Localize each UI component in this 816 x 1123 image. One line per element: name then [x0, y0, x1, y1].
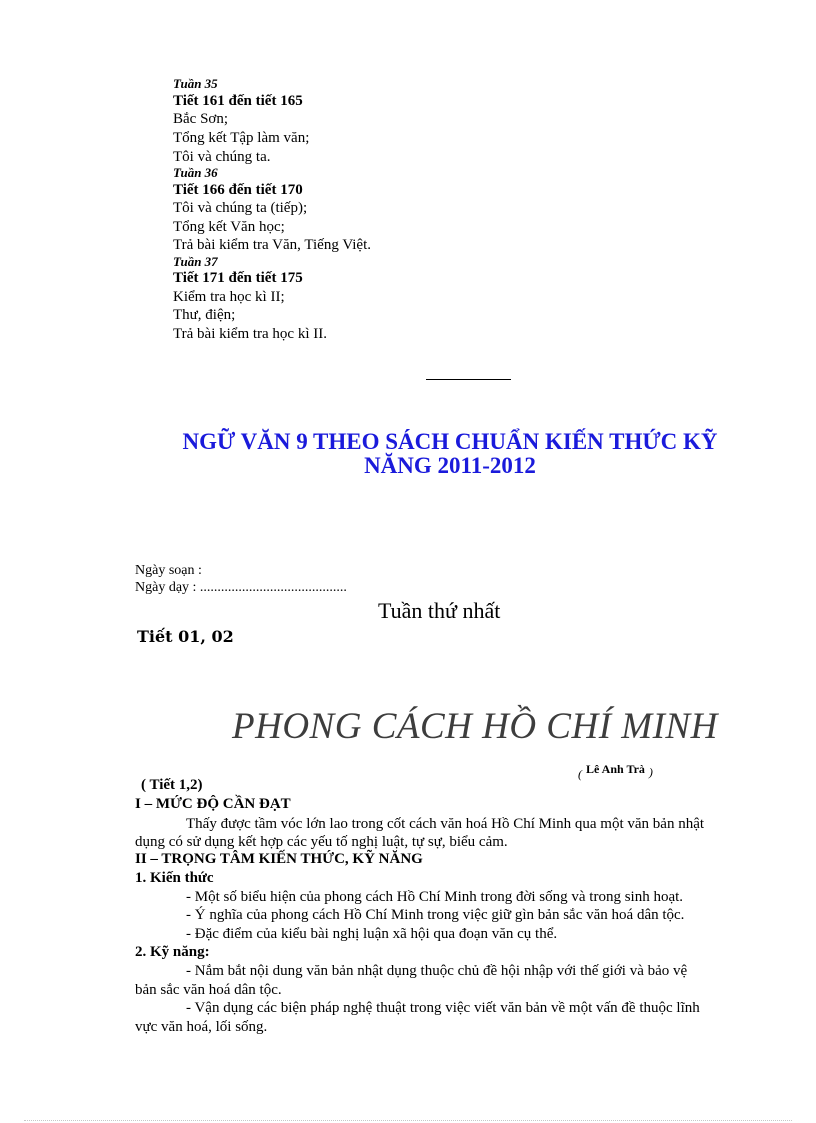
week-label: Tuần 37: [173, 254, 218, 269]
lesson-sub-heading: ( Tiết 1,2): [141, 777, 203, 793]
lesson-item: Trả bài kiểm tra học kì II.: [173, 326, 327, 342]
week-heading: Tuần thứ nhất: [378, 598, 501, 623]
document-title: [150, 430, 750, 478]
paragraph-line: bản sắc văn hoá dân tộc.: [135, 982, 282, 998]
section-divider: [426, 379, 511, 380]
paragraph-line: dụng có sử dụng kết hợp các yếu tố nghị luật, tự sự, biểu cảm.: [135, 834, 508, 850]
paragraph-line: vực văn hoá, lối sống.: [135, 1019, 268, 1035]
author-name: Lê Anh Trà: [586, 762, 645, 776]
teach-date: Ngày dạy : ..........................................: [135, 580, 347, 595]
lesson-item: Bắc Sơn;: [173, 111, 229, 127]
lesson-item: Trả bài kiểm tra Văn, Tiếng Việt.: [173, 237, 371, 253]
author-credit: [578, 760, 653, 781]
page-bottom-border: [24, 1120, 792, 1121]
paragraph-line: - Vận dụng các biện pháp nghệ thuật trong việc viết văn bản về một vấn đề thuộc lĩnh: [186, 1000, 700, 1016]
subsection-heading: 1. Kiến thức: [135, 870, 214, 886]
paragraph-line: - Nắm bắt nội dung văn bản nhật dụng thuộc chủ đề hội nhập với thế giới và bảo vệ: [186, 963, 688, 979]
title-line: NĂNG 2011-2012: [364, 453, 536, 478]
lesson-range: Tiết 161 đến tiết 165: [173, 93, 303, 109]
lesson-number-heading: Tiết 01, 02: [137, 627, 234, 646]
week-label: Tuần 35: [173, 76, 218, 91]
section-heading: II – TRỌNG TÂM KIẾN THỨC, KỸ NĂNG: [135, 851, 423, 867]
lesson-item: Tổng kết Tập làm văn;: [173, 130, 310, 146]
lesson-title: PHONG CÁCH HỒ CHÍ MINH: [232, 706, 718, 747]
lesson-range: Tiết 166 đến tiết 170: [173, 182, 303, 198]
paragraph-line: Thấy được tầm vóc lớn lao trong cốt cách văn hoá Hồ Chí Minh qua một văn bản nhật: [186, 816, 705, 832]
author-paren-open: (: [578, 767, 582, 781]
prep-date: Ngày soạn :: [135, 563, 202, 578]
author-paren-close: ): [648, 765, 653, 779]
lesson-item: Tôi và chúng ta (tiếp);: [173, 200, 308, 216]
lesson-item: Tôi và chúng ta.: [173, 149, 271, 165]
bullet-item: - Đặc điểm của kiểu bài nghị luận xã hội qua đoạn văn cụ thể.: [186, 926, 558, 942]
lesson-range: Tiết 171 đến tiết 175: [173, 270, 303, 286]
lesson-item: Kiểm tra học kì II;: [173, 289, 285, 305]
title-line: NGỮ VĂN 9 THEO SÁCH CHUẨN KIẾN THỨC KỸ: [182, 429, 718, 454]
lesson-item: Thư, điện;: [173, 307, 236, 323]
week-label: Tuần 36: [173, 165, 218, 180]
bullet-item: - Ý nghĩa của phong cách Hồ Chí Minh trong việc giữ gìn bản sắc văn hoá dân tộc.: [186, 907, 685, 923]
lesson-item: Tổng kết Văn học;: [173, 219, 285, 235]
bullet-item: - Một số biểu hiện của phong cách Hồ Chí Minh trong đời sống và trong sinh hoạt.: [186, 889, 684, 905]
section-heading: I – MỨC ĐỘ CẦN ĐẠT: [135, 796, 291, 812]
subsection-heading: 2. Kỹ năng:: [135, 944, 210, 960]
